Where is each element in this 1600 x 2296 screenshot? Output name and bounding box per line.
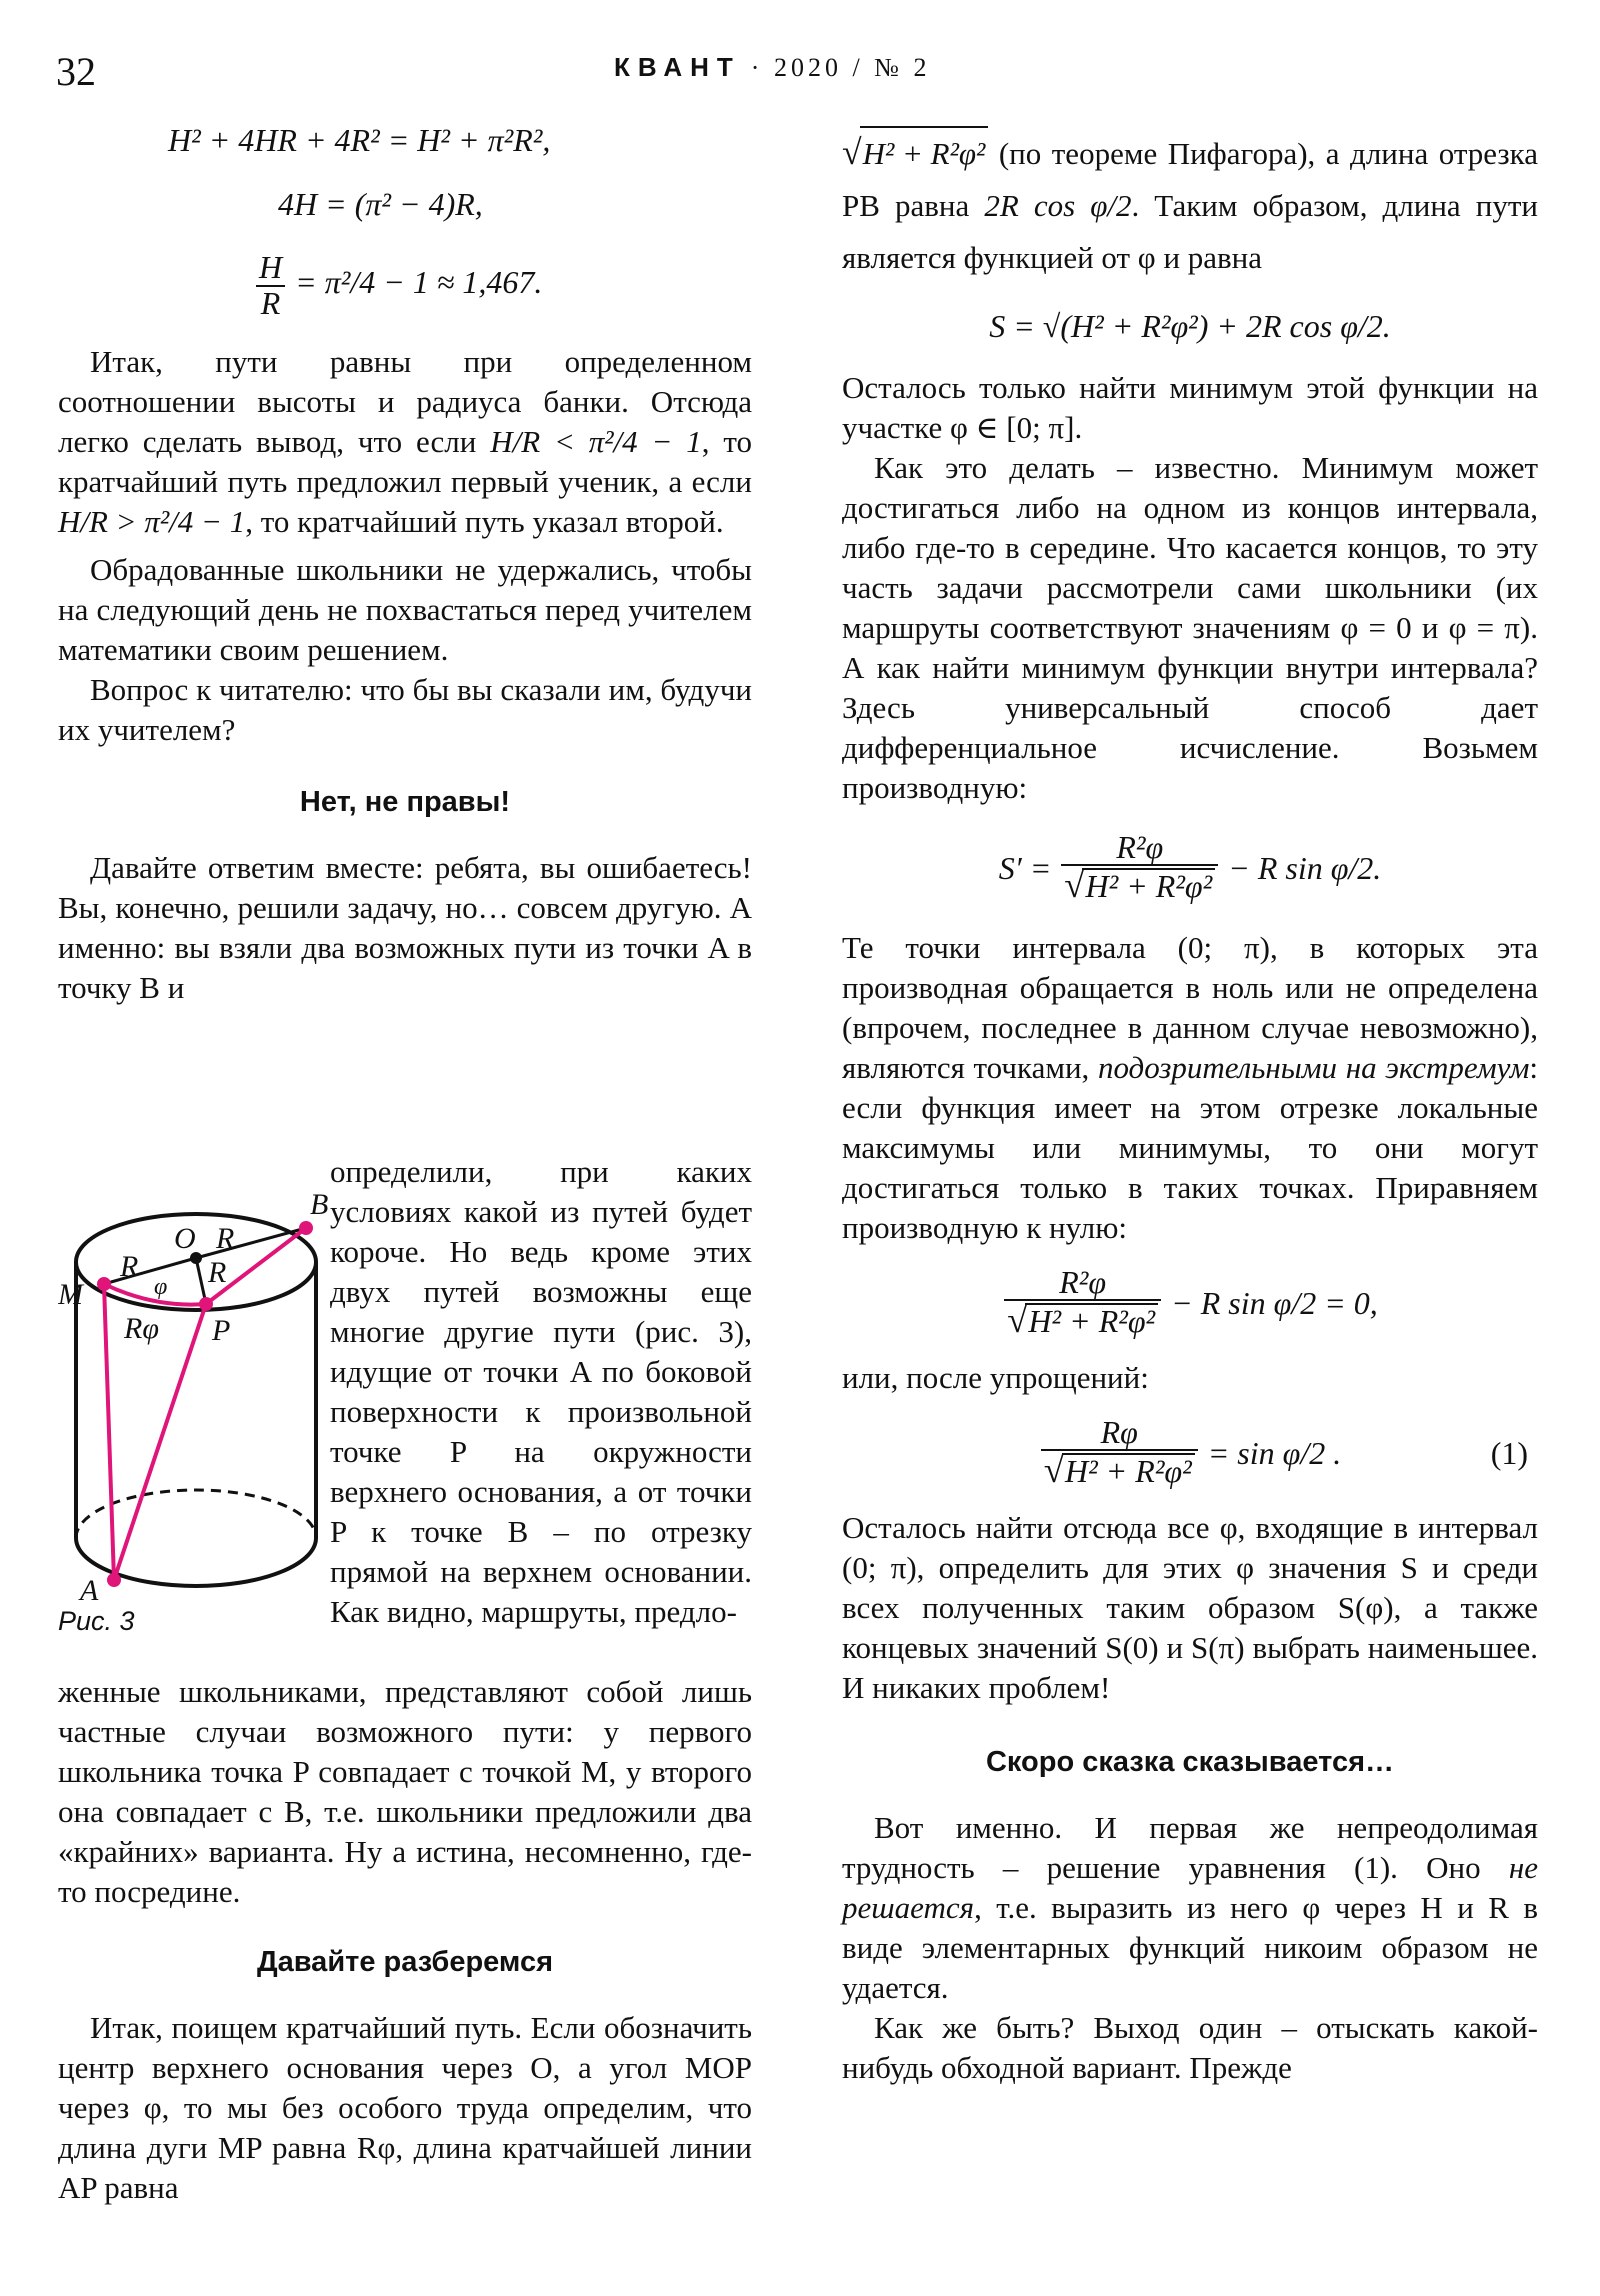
eq3-rhs: = π²/4 − 1 ≈ 1,467. (295, 264, 543, 300)
rp4-text-b: : если функция имеет на этом отрезке локальные максимумы или минимумы, то они могут достигаться только в таких точках. Приравняем производную к нулю: (842, 1050, 1539, 1245)
paragraph-critical-points (842, 928, 1538, 1248)
label-R-left: R (120, 1250, 139, 1283)
paragraph-answer: Давайте ответим вместе: ребята, вы ошибаетесь! Вы, конечно, решили задачу, но… совсем другую. А именно: вы взяли два возможных пути из точки A в точку B и (58, 850, 752, 1005)
rp1-text-a: (по теореме Пифагора), а длина отрезка PB равна (842, 136, 1538, 223)
label-P: P (212, 1314, 231, 1347)
equation-derivative: S′ = $\frac{\text{R²φ}}{\text{√H² + R²φ²}}$ − R sin φ/2. (998, 828, 1382, 906)
paragraph-pythagoras (842, 126, 1538, 284)
point-P (199, 1297, 213, 1311)
label-phi: φ (154, 1274, 168, 1300)
paragraph-find-min: Осталось только найти минимум этой функции на участке φ ∈ [0; π]. (842, 370, 1538, 445)
paragraph-simplified: или, после упрощений: (842, 1360, 1149, 1395)
p1-text-b: , то кратчайший путь предложил первый ученик, а если (58, 424, 753, 499)
paragraph-answer-rest: женные школьниками, представляют собой лишь частные случаи возможного пути: у первого школьника точка P совпадает с точкой M, у второго она совпадает с B, т.е. школьники предложили два «крайних» варианта. Ну а истина, несомненно, где-то посредине. (58, 1674, 752, 1909)
paragraph-paths-equal (58, 342, 752, 542)
rp1-text-b: . Таким образом, длина пути является функцией от φ и равна (842, 188, 1538, 275)
rp4-italic: подозрительными на экстремум (1097, 1050, 1530, 1085)
label-R-top: R (216, 1222, 235, 1255)
point-A (107, 1573, 121, 1587)
section-heading-lets-figure: Давайте разберемся (256, 1946, 554, 1978)
radius-OP (196, 1258, 206, 1304)
issue-number: · 2020 / № 2 (750, 53, 931, 82)
inline-2Rcos: 2R cos φ/2 (984, 188, 1132, 223)
paragraph-how-to: Как это делать – известно. Минимум может достигаться либо на одном из концов интервала, либо где-то в середине. Что касается концов, то эту часть задачи рассмотрели сами школьники (их маршруты соответствуют значениям φ = 0 и φ = π). А как найти минимум функции внутри интервала? Здесь универсальный способ дает дифференциальное исчисление. Возьмем производную: (842, 450, 1538, 805)
section-heading-not-right: Нет, не правы! (299, 786, 511, 818)
point-B (299, 1221, 313, 1235)
eq3-numerator: H (256, 251, 285, 287)
inline-sqrt: √H² + R²φ² (842, 136, 988, 171)
paragraph-workaround: Как же быть? Выход один – отыскать какой-нибудь обходной вариант. Прежде (842, 2010, 1538, 2085)
rp7-italic: не решается (842, 1850, 1539, 1925)
point-M (97, 1277, 111, 1291)
rp7-text-b: , т.е. выразить из него φ через H и R в виде элементарных функций никоим образом не удается. (842, 1890, 1538, 2005)
left-column-lower (58, 1672, 752, 2208)
right-column (842, 126, 1538, 2088)
p1-text-a: Итак, пути равны при определенном соотношении высоты и радиуса банки. Отсюда легко сделать вывод, что если (58, 344, 752, 459)
equation-2: 4H = (π² − 4)R, (278, 186, 483, 222)
paragraph-shortest-path: Итак, поищем кратчайший путь. Если обозначить центр верхнего основания через O, а угол MOP через φ, то мы без особого труда определим, что длина дуги MP равна Rφ, длина кратчайшей линии AP равна (58, 2010, 752, 2205)
label-M: M (58, 1278, 83, 1311)
paragraph-difficulty (842, 1808, 1538, 2008)
journal-title: КВАНТ (614, 52, 741, 82)
equation-1-numbered: $\frac{R\varphi}{\text{√H² + R²φ²}}$ = sin φ/2 . (1) (842, 1398, 1538, 1508)
inline-condition-2: H/R > π²/4 − 1 (58, 504, 246, 539)
paragraph-answer-wrap: определили, при каких условиях какой из путей будет короче. Но ведь кроме этих двух путей возможны еще многие другие пути (рис. 3), идущие от точки A по боковой поверхности к произвольной точке P на окружности верхнего основания, а от точки P к точке B – по отрезку прямой на верхнем основании. Как видно, маршруты, предло- (330, 1154, 752, 1629)
path-AP (114, 1304, 206, 1580)
label-R-right: R (208, 1256, 227, 1289)
label-Rphi: Rφ (124, 1312, 159, 1345)
wrapped-text (330, 1152, 752, 1632)
equation-number: (1) (1490, 1435, 1528, 1471)
equation-1: H² + 4HR + 4R² = H² + π²R², (168, 122, 551, 158)
rp4-text-a: Те точки интервала (0; π), в которых эта производная обращается в ноль или не определена (впрочем, последнее в данном случае невозможно), являются точками, (842, 930, 1538, 1085)
label-A: A (80, 1574, 99, 1600)
cylinder-diagram (58, 1180, 328, 1600)
p1-text-c: , то кратчайший путь указал второй. (245, 504, 724, 539)
label-B: B (310, 1188, 328, 1221)
path-MA (104, 1284, 114, 1580)
label-O: O (174, 1222, 196, 1255)
inline-condition-1: H/R < π²/4 − 1 (490, 424, 702, 459)
paragraph-students: Обрадованные школьники не удержались, чтобы на следующий день не похвастаться перед учителем математики своим решением. (58, 552, 752, 667)
figure-caption: Рис. 3 (58, 1606, 135, 1636)
page-number: 32 (56, 49, 96, 94)
equation-S: S = √(H² + R²φ²) + 2R cos φ/2. (989, 308, 1391, 344)
paragraph-find-all: Осталось найти отсюда все φ, входящие в интервал (0; π), определить для этих φ значения S и среди всех полученных таким образом S(φ), а также концевых значений S(0) и S(π) выбрать наименьшее. И никаких проблем! (842, 1510, 1538, 1705)
figure-cylinder (58, 1180, 328, 1636)
left-column (58, 108, 752, 1008)
radius-OM (104, 1258, 196, 1284)
running-header (614, 52, 931, 83)
eq3-denominator: R (260, 284, 281, 321)
paragraph-question: Вопрос к читателю: что бы вы сказали им, будучи их учителем? (58, 672, 752, 747)
rp7-text-a: Вот именно. И первая же непреодолимая трудность – решение уравнения (1). Оно (842, 1810, 1538, 1885)
section-heading-tale: Скоро сказка сказывается… (985, 1746, 1394, 1778)
equation-derivative-zero: $\frac{\text{R²φ}}{\text{√H² + R²φ²}}$ − R sin φ/2 = 0, (842, 1248, 1538, 1358)
equation-3 (58, 236, 752, 328)
